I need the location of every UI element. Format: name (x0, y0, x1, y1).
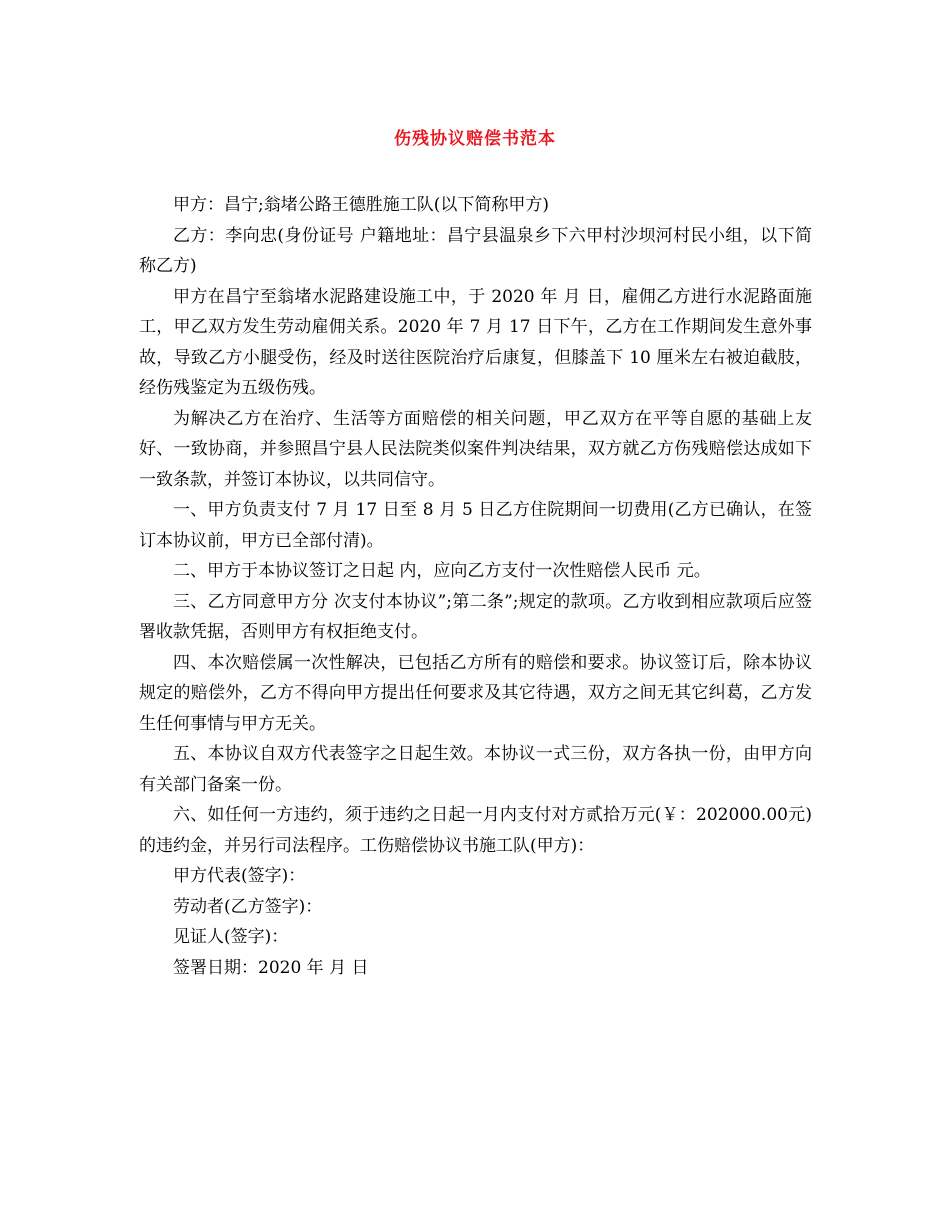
clause-5: 五、本协议自双方代表签字之日起生效。本协议一式三份，双方各执一份，由甲方向有关部门备案一份。 (139, 744, 812, 795)
party-b-line: 乙方：李向忠(身份证号 户籍地址：昌宁县温泉乡下六甲村沙坝河村民小组，以下简称乙方) (139, 225, 812, 276)
background-paragraph: 甲方在昌宁至翁堵水泥路建设施工中，于 2020 年 月 日，雇佣乙方进行水泥路面施工，甲乙双方发生劳动雇佣关系。2020 年 7 月 17 日下午，乙方在工作期间发生意外事故，导致乙方小腿受伤，经及时送往医院治疗后康复，但膝盖下 10 厘米左右被迫截肢，经伤残鉴定为五级伤残。 (139, 286, 812, 398)
clause-1: 一、甲方负责支付 7 月 17 日至 8 月 5 日乙方住院期间一切费用(乙方已确认，在签订本协议前，甲方已全部付清)。 (139, 500, 812, 551)
signature-worker: 劳动者(乙方签字)： (173, 896, 323, 917)
clause-4: 四、本次赔偿属一次性解决，已包括乙方所有的赔偿和要求。协议签订后，除本协议规定的赔偿外，乙方不得向甲方提出任何要求及其它待遇，双方之间无其它纠葛，乙方发生任何事情与甲方无关。 (139, 652, 812, 734)
signature-witness: 见证人(签字)： (173, 927, 289, 947)
clause-6: 六、如任何一方违约，须于违约之日起一月内支付对方贰拾万元(￥：202000.00元)的违约金，并另行司法程序。工伤赔偿协议书施工队(甲方)： (139, 805, 812, 856)
document-title: 伤残协议赔偿书范本 (394, 129, 556, 149)
clause-2: 二、甲方于本协议签订之日起 内，应向乙方支付一次性赔偿人民币 元。 (173, 561, 711, 581)
document-body (139, 190, 812, 983)
clause-3: 三、乙方同意甲方分 次支付本协议”;第二条”;规定的款项。乙方收到相应款项后应签署收款凭据，否则甲方有权拒绝支付。 (139, 591, 812, 642)
signing-date: 签署日期：2020 年 月 日 (173, 957, 369, 978)
signature-party-a: 甲方代表(签字)： (173, 866, 306, 886)
party-a-line: 甲方：昌宁;翁堵公路王德胜施工队(以下简称甲方) (173, 195, 549, 215)
purpose-paragraph: 为解决乙方在治疗、生活等方面赔偿的相关问题，甲乙双方在平等自愿的基础上友好、一致协商，并参照昌宁县人民法院类似案件判决结果，双方就乙方伤残赔偿达成如下一致条款，并签订本协议，以共同信守。 (139, 408, 812, 490)
